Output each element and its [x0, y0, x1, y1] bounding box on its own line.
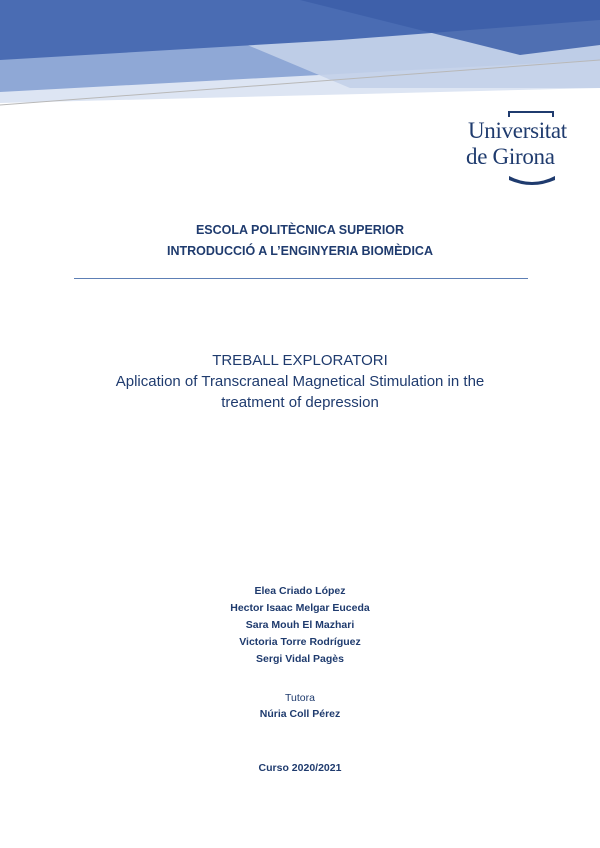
tutor-name: Núria Coll Pérez: [259, 708, 341, 720]
school-heading: [0, 220, 600, 262]
author-name: Hector Isaac Melgar Euceda: [230, 602, 370, 614]
logo-line-1: Universitat: [468, 118, 567, 143]
school-name: ESCOLA POLITÈCNICA SUPERIOR: [195, 223, 405, 237]
author-name: Sergi Vidal Pagès: [256, 653, 344, 665]
author-name: Victoria Torre Rodríguez: [239, 636, 361, 648]
work-type-label: TREBALL EXPLORATORI: [212, 352, 388, 369]
university-logo: [466, 118, 594, 194]
logo-top-bracket-icon: [508, 110, 554, 118]
divider-line: [74, 278, 528, 279]
title-line-2: treatment of depression: [221, 394, 379, 411]
work-title: [0, 350, 600, 413]
tutor-label: Tutora: [285, 692, 315, 704]
course-name: INTRODUCCIÓ A L’ENGINYERIA BIOMÈDICA: [167, 244, 433, 258]
header-banner: [0, 0, 600, 110]
author-name: Sara Mouh El Mazhari: [245, 619, 355, 631]
academic-year: Curso 2020/2021: [258, 762, 342, 774]
title-line-1: Aplication of Transcraneal Magnetical Stimulation in the: [115, 373, 485, 390]
author-list: [0, 583, 600, 668]
tutor-block: [0, 690, 600, 722]
logo-line-2: de Girona: [466, 144, 555, 169]
author-name: Elea Criado López: [254, 585, 346, 597]
logo-bottom-wave-icon: [508, 174, 556, 186]
